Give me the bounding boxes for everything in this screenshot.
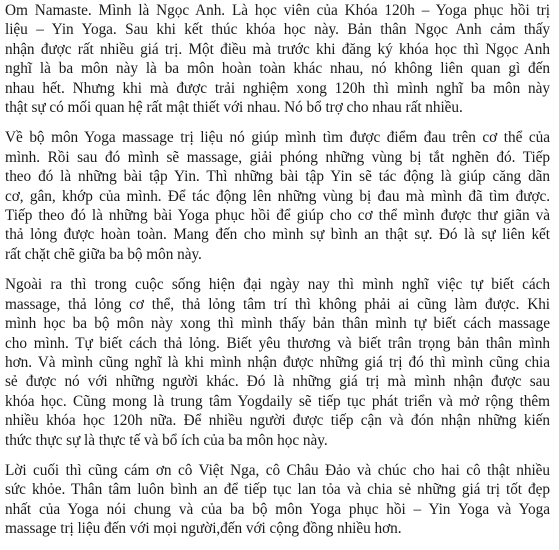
text-line: nhiều khóa học 120h nữa. Để nhiều người được tiếp cận và đón nhận những kiến [5,412,550,430]
text-line: rất chặt chẽ giữa ba bộ môn này. [5,245,202,263]
text-line: liệu – Yin Yoga. Sau khi kết thúc khóa học này. Bản thân Ngọc Anh cảm thấy [5,21,550,39]
document-body [5,0,550,550]
text-line: Tiếp theo đó là những bài Yoga phục hồi để giúp cho cơ thể mình được thư giãn và [5,207,550,225]
paragraph-modern-life [5,275,550,450]
text-line: nhau hết. Nhưng khi mà được trải nghiệm xong 120h thì mình nghĩ ba môn này [5,79,550,97]
text-line: massage trị liệu đến với mọi người,đến với cộng đồng nhiều hơn. [5,520,402,538]
text-line: theo đó là những bài tập Yin. Thì những bài tập Yin sẽ tác động là giúp căng dãn [5,168,550,186]
text-line: Lời cuối thì cũng cám ơn cô Việt Nga, cô Châu Đảo và chúc cho hai cô thật nhiều [5,461,550,479]
text-line: mình. Rồi sau đó mình sẽ massage, giải phóng những vùng bị tắt nghẽn đó. Tiếp [5,148,550,166]
text-line: nhất của Yoga nói chung và của ba bộ môn Yoga phục hồi – Yin Yoga và Yoga [5,500,550,518]
text-line: massage, thả lỏng cơ thể, thả lỏng tâm trí thì không phải ai cũng làm được. Khi [5,295,550,313]
text-line: Om Namaste. Mình là Ngọc Anh. Là học viên của Khóa 120h – Yoga phục hồi trị [5,2,550,19]
text-line: nhận được rất nhiều giá trị. Một điều mà trước khi đăng ký khóa học thì Ngọc Anh [5,40,550,58]
text-line: hơn. Và mình cũng nghĩ là khi mình nhận được những giá trị đó thì mình cũng chia [5,353,550,371]
text-line: thật sự có mối quan hệ rất mật thiết với nhau. Nó bổ trợ cho nhau rất nhiều. [5,99,463,117]
text-line: Ngoài ra thì trong cuộc sống hiện đại ngày nay thì mình nghĩ việc tự biết cách [5,276,550,294]
paragraph-yoga-massage [5,128,550,264]
text-line: cơ, gân, khớp của mình. Để tác động lên những vùng bị đau mà mình đã tìm được. [5,187,550,205]
text-line: thả lỏng được hoàn toàn. Mang đến cho mình sự bình an thật sự. Đó là sự liên kết [5,226,550,244]
paragraph-intro [5,1,550,117]
paragraph-closing [5,461,550,539]
text-line: sẻ được nó với những người khác. Đó là những giá trị mà mình nhận được sau [5,373,550,391]
text-line: Về bộ môn Yoga massage trị liệu nó giúp mình tìm được điểm đau trên cơ thể của [5,129,550,147]
text-line: sức khỏe. Thân tâm luôn bình an để tiếp tục lan tỏa và chia sẻ những giá trị tốt đẹp [5,481,550,499]
text-line: thức thực sự là thực tế và bổ ích của ba môn học này. [5,431,328,449]
text-line: cho mình. Tự biết cách thả lỏng. Biết yêu thương và biết trân trọng bản thân mình [5,334,550,352]
text-line: mình học ba bộ môn này xong thì mình thấy bản thân mình tự biết cách massage [5,315,550,333]
text-line: khóa học. Cũng mong là trung tâm Yogdaily sẽ tiếp tục phát triển và mở rộng thêm [5,392,550,410]
text-line: nghĩ là ba môn này là ba môn hoàn toàn khác nhau, nó không liên quan gì đến [5,60,550,78]
